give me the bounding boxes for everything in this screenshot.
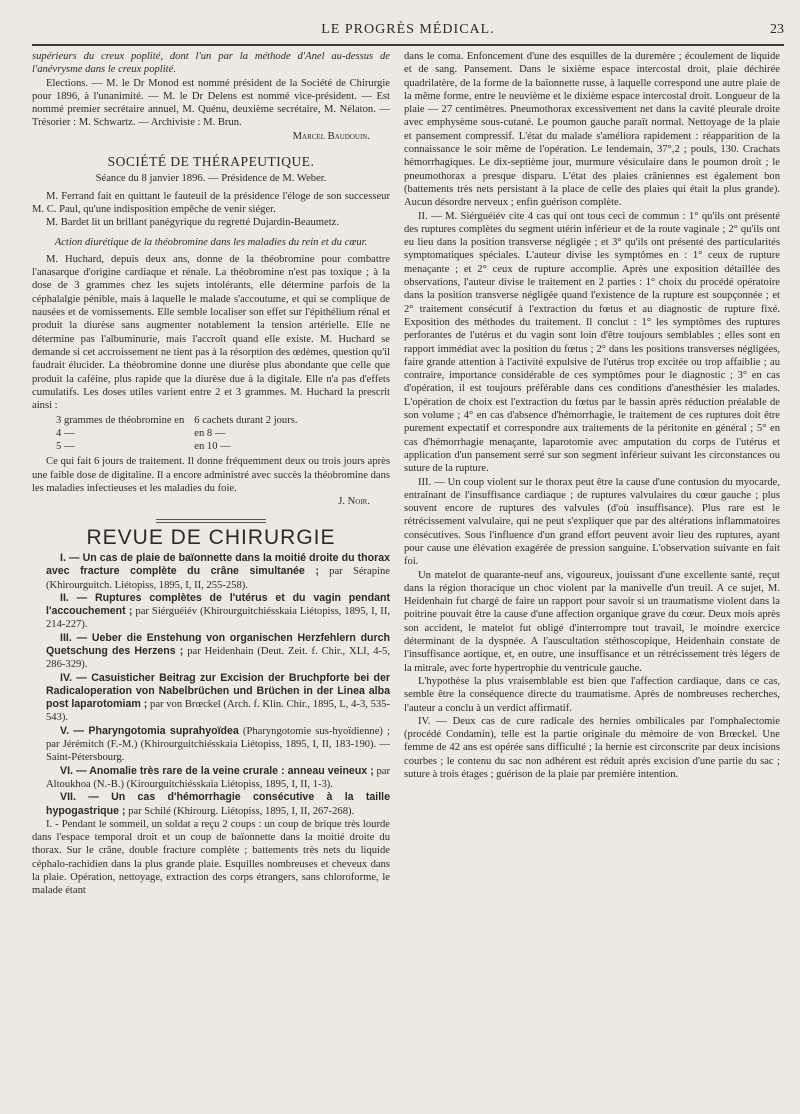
revue-title: REVUE DE CHIRURGIE bbox=[86, 525, 336, 549]
paragraph: M. Bardet lit un brillant panégyrique du regretté Dujardin-Beaumetz. bbox=[46, 217, 339, 229]
item-heading: I. — Un cas de plaie de baïonnette dans la moitié droite du thorax avec fracture complète du crâne simultanée ; bbox=[46, 551, 390, 578]
signature: Marcel Baudouin. bbox=[292, 130, 370, 142]
list-item bbox=[32, 765, 390, 792]
item-heading: VI. — Anomalie très rare de la veine crurale : anneau veineux ; bbox=[60, 764, 374, 777]
table-row bbox=[56, 427, 308, 440]
left-column bbox=[32, 50, 390, 898]
table-row bbox=[56, 414, 308, 427]
item-reference: par Sérapine (Khirourguitch. Liétopiss, 1895, I, II, 255-258). bbox=[46, 566, 391, 591]
list-item bbox=[32, 791, 390, 818]
item-reference: par von Brœckel (Arch. f. Klin. Chir., 1895, L, 4-3, 535-543). bbox=[46, 699, 390, 724]
paragraph: I. - Pendant le sommeil, un soldat a reçu 2 coups : un coup de brique très lourde dans l'espace temporal droit et un coup de baïonnette dans la moitié droite du thorax. Sur le crâne, double fracture complète ; battements très nets du liquide céphalo-rachidien dans la plus grande plaie. Esquilles nombreuses et cheveux dans la plaie. Opération, nettoyage, extraction des corps étrangers, sans chloroforme, le malade étant bbox=[32, 818, 390, 897]
session-line: Séance du 8 janvier 1896. — Présidence de M. Weber. bbox=[95, 173, 327, 185]
right-column bbox=[404, 50, 780, 781]
ornament-divider bbox=[156, 519, 266, 523]
page-number: 23 bbox=[770, 22, 784, 37]
paragraph: dans le coma. Enfoncement d'une des esquilles de la duremère ; écoulement de liquide et de sang. Pansement. Dans le sixième espace intercostal droit, plaie déchirée quadrilatère, de la forme de la baïonnette russe, à laquelle correspond une autre plaie de la même forme, entre le neuvième et le dixième espace intercostal droit. Longueur de la plaie — 27 centimètres. Pneumothorax excessivement net dans la cavité pleurale droite avec emphysème sous-cutané. Le poumon gauche paraît normal. Nettoyage de la plaie et pansement compressif. L'état du malade s'améliora rapidement : réapparition de la connaissance le soir même de l'opération. Le lendemain, 37°,2 ; pouls, 130. Crachats hémorrhagiques. Le dix-septième jour, murmure vésiculaire dans le poumon droit ; le pneumothorax a presque disparu. L'état des plaies crâniennes est également bon (battements très nets persistant à la place de celle des plaies qui était la plus grande). Aucun désordre nerveux ; enfin guérison complète. bbox=[404, 51, 780, 209]
paragraph: Un matelot de quarante-neuf ans, vigoureux, jouissant d'une excellente santé, reçut dans la région thoracique un choc violent par la manivelle d'un treuil. A ce sujet, M. Heidenhain fut chargé de faire un rapport pour savoir si un traumatisme violent dans la poitrine pouvait être la cause d'une affection organique grave du cœur. Deux mois après son accident, le matelot fut obligé d'interrompre tout travail, le moindre exercice déterminant de la dyspnée. A l'auscultation stéthoscopique, Heidenhain constate de l'insuffisance aortique, et, en outre, une insuffisance et un rétrécissement très légers de la mitrale, avec forte hypertrophie du ventricule gauche. bbox=[404, 569, 780, 674]
signature: J. Noir. bbox=[338, 496, 370, 508]
item-heading: II. — Ruptures complètes de l'utérus et du vagin pendant l'accouchement ; bbox=[46, 591, 390, 618]
paragraph: M. Ferrand fait en quittant le fauteuil de la présidence l'éloge de son successeur M. C. Paul, qu'une indisposition empêche de venir siéger. bbox=[32, 190, 390, 215]
item-heading: VII. — Un cas d'hémorrhagie consécutive à la taille hypogastrique ; bbox=[46, 791, 390, 817]
item-reference: par Schilé (Khirourg. Liétopiss, 1895, I, II, 267-268). bbox=[125, 805, 355, 817]
item-heading: IV. — Casuisticher Beitrag zur Excision der Bruchpforte bei der Radicaloperation von Nabelbrüchen und Brüchen in der Linea alba post laparotomiam ; bbox=[46, 671, 390, 711]
header-rule bbox=[32, 44, 784, 46]
item-reference: par Siérguéiév (Khirourguitchiésskaia Liétopiss, 1895, I, II, 214-227). bbox=[46, 606, 390, 631]
paragraph: Elections. — M. le Dr Monod est nommé président de la Société de Chirurgie pour 1896, à l'unanimité. — M. le Dr Delens est nommé vice-président. — Est nommé premier secrétaire annuel, M. Quénu, deuxième secrétaire, M. Nélaton. — Trésorier : M. Schwartz. — Archiviste : M. Brun. bbox=[32, 77, 390, 129]
item-heading: V. — Pharyngotomia suprahyoïdea bbox=[60, 724, 239, 737]
list-item bbox=[32, 672, 390, 725]
table-row bbox=[56, 440, 308, 453]
table-cell: en 10 — bbox=[194, 441, 231, 453]
table-cell: 5 — bbox=[56, 441, 75, 453]
paragraph: Ce qui fait 6 jours de traitement. Il donne fréquemment deux ou trois jours après une faible dose de digitaline. Il a encore administré avec succès la théobromine dans les maladies infectieuses et les maladies du foie. bbox=[32, 456, 390, 495]
paragraph: M. Huchard, depuis deux ans, donne de la théobromine pour combattre l'anasarque d'origine cardiaque et rénale. La théobromine n'est pas toxique ; à la dose de 3 grammes chez les sujets intolérants, elle détermine parfois de la céphalalgie pénible, mais à laquelle le malade s'accoutume, et qui se complique de nausées et de vomissements. Elle semble localiser son effet sur l'épithélium rénal et produit la diurèse sans augmenter notablement la tension artérielle. Elle ne détermine pas l'albuminurie, mais l'accroît quand elle existe. M. Huchard se demande si cet accroissement ne tient pas à la résorption des œdèmes, question qu'il faudrait élucider. La théobromine donne une diurèse plus abondante que celle que produit la caféine, plus rapide que la diurèse due à la digitale. Elle n'a pas d'effets cumulatifs. Les doses utiles varient entre 2 et 3 grammes. M. Huchard la prescrit ainsi : bbox=[32, 253, 390, 412]
page-header bbox=[32, 18, 784, 42]
paragraph: IV. — Deux cas de cure radicale des hernies ombilicales par l'omphalectomie (procédé Condamin), telle est la partie originale du mémoire de von Brœckel. Une femme de 42 ans est opérée sans difficulté ; la hernie est circonscrite par deux incisions courbes ; le contenu du sac non adhérent est réduit après excision d'une partie du sac ; suture à trois étages ; guérison de la plaie par première intention. bbox=[404, 715, 780, 781]
paragraph: III. — Un coup violent sur le thorax peut être la cause d'une contusion du myocarde, entraînant de l'insuffisance cardiaque ; de ruptures valvulaires du cœur gauche ; plus souvent encore de ruptures des valvules (d'où insuffisance). Plus rare est le rétrécissement valvulaire, qui ne peut s'expliquer que par des altérations inflammatoires consécutives. Sous l'influence d'un grand effort peuvent avoir lieu des ruptures, ayant pour cause une élévation exagérée de pression sanguine. L'observation suivante en fait foi. bbox=[404, 476, 780, 568]
paragraph: supérieurs du creux poplité, dont l'un par la méthode d'Anel au-dessus de l'anévrysme dans le creux poplité. bbox=[32, 51, 390, 76]
bibliography-list bbox=[32, 552, 390, 818]
section-title: SOCIÉTÉ DE THÉRAPEUTIQUE. bbox=[107, 154, 315, 170]
paragraph: II. — M. Siérguéiév cite 4 cas qui ont tous ceci de commun : 1° qu'ils ont présenté des ruptures complètes du segment utérin inférieur et de la route vaginale ; 2° qu'ils ont eu lieu dans la position transverse négligée ; et 3° qu'ils ont présenté des particularités symptomatiques spéciales. L'auteur divise les symptômes en : 1° ceux de rupture menaçante ; et 2° ceux de rupture accomplie. Après une exposition détaillée des observations, l'auteur divise le traitement en 2 parties : 1° choix du procédé opératoire dans la position transverse négligée quand l'existence de la rupture est soupçonnée ; et 2° traitement consécutif à l'extraction du fœtus et au diagnostic de rupture fixé. Exposition des méthodes du traitement. Il conclut : 1° les symptômes des ruptures perforantes de l'utérus et du vagin sont loin d'être toujours semblables ; elles sont en rapport immédiat avec la position du fœtus ; 2° dans les positions transverses négligées, faire grande attention à l'activité expulsive de l'utérus trop excitée ou trop affaiblie ; au contraire, importance considérable de ces symptômes pour le diagnostic ; 3° en cas d'opération, il est toujours préférable dans ces conditions d'anesthésier les malades. L'opération de choix est l'extraction du fœtus par le bassin après réduction préalable de son volume ; 4° en cas d'absence d'hémorrhagie, le traitement de ces ruptures doit être purement expectatif et correspondre aux traitements de la péritonite en général ; 5° en cas d'hémorrhagie menaçante, laparotomie avec amputation du corps de l'utérus et application d'un pansement serré sur son segment inférieur suivant les circonstances ou suture de la rupture. bbox=[404, 210, 780, 475]
table-cell: en 8 — bbox=[194, 428, 226, 440]
item-reference: par Heidenhain (Deut. Zeit. f. Chir., XLI, 4-5, 286-329). bbox=[46, 645, 390, 671]
list-item bbox=[32, 725, 390, 765]
journal-title: LE PROGRÈS MÉDICAL. bbox=[321, 22, 495, 37]
list-item bbox=[32, 632, 390, 672]
list-item bbox=[32, 552, 390, 592]
article-subtitle: Action diurétique de la théobromine dans les maladies du rein et du cœur. bbox=[54, 236, 368, 248]
table-cell: 4 — bbox=[56, 428, 75, 440]
item-reference: par Altoukhoa (N.-B.) (Kirourguitchiésskaia Liétopiss, 1895, I, II, 1-3). bbox=[46, 765, 390, 790]
list-item bbox=[32, 592, 390, 632]
table-cell: 6 cachets durant 2 jours. bbox=[194, 415, 298, 427]
paragraph: L'hypothèse la plus vraisemblable est bien que l'affection cardiaque, dans ce cas, semble être la conséquence directe du traumatisme. Après de nombreuses recherches, l'auteur a conclu à un verdict affirmatif. bbox=[404, 675, 780, 714]
table-cell: 3 grammes de théobromine en bbox=[56, 415, 185, 427]
dosage-table bbox=[56, 414, 308, 453]
item-reference: (Pharyngotomie sus-hyoïdienne) ; par Jérémitch (F.-M.) (Khirourguitchiésskaia Liétopiss, 1895, I, II, 183-190). — Saint-Pétersbourg. bbox=[46, 725, 390, 764]
item-heading: III. — Ueber die Enstehung von organischen Herzfehlern durch Quetschung des Herzens ; bbox=[46, 631, 390, 657]
